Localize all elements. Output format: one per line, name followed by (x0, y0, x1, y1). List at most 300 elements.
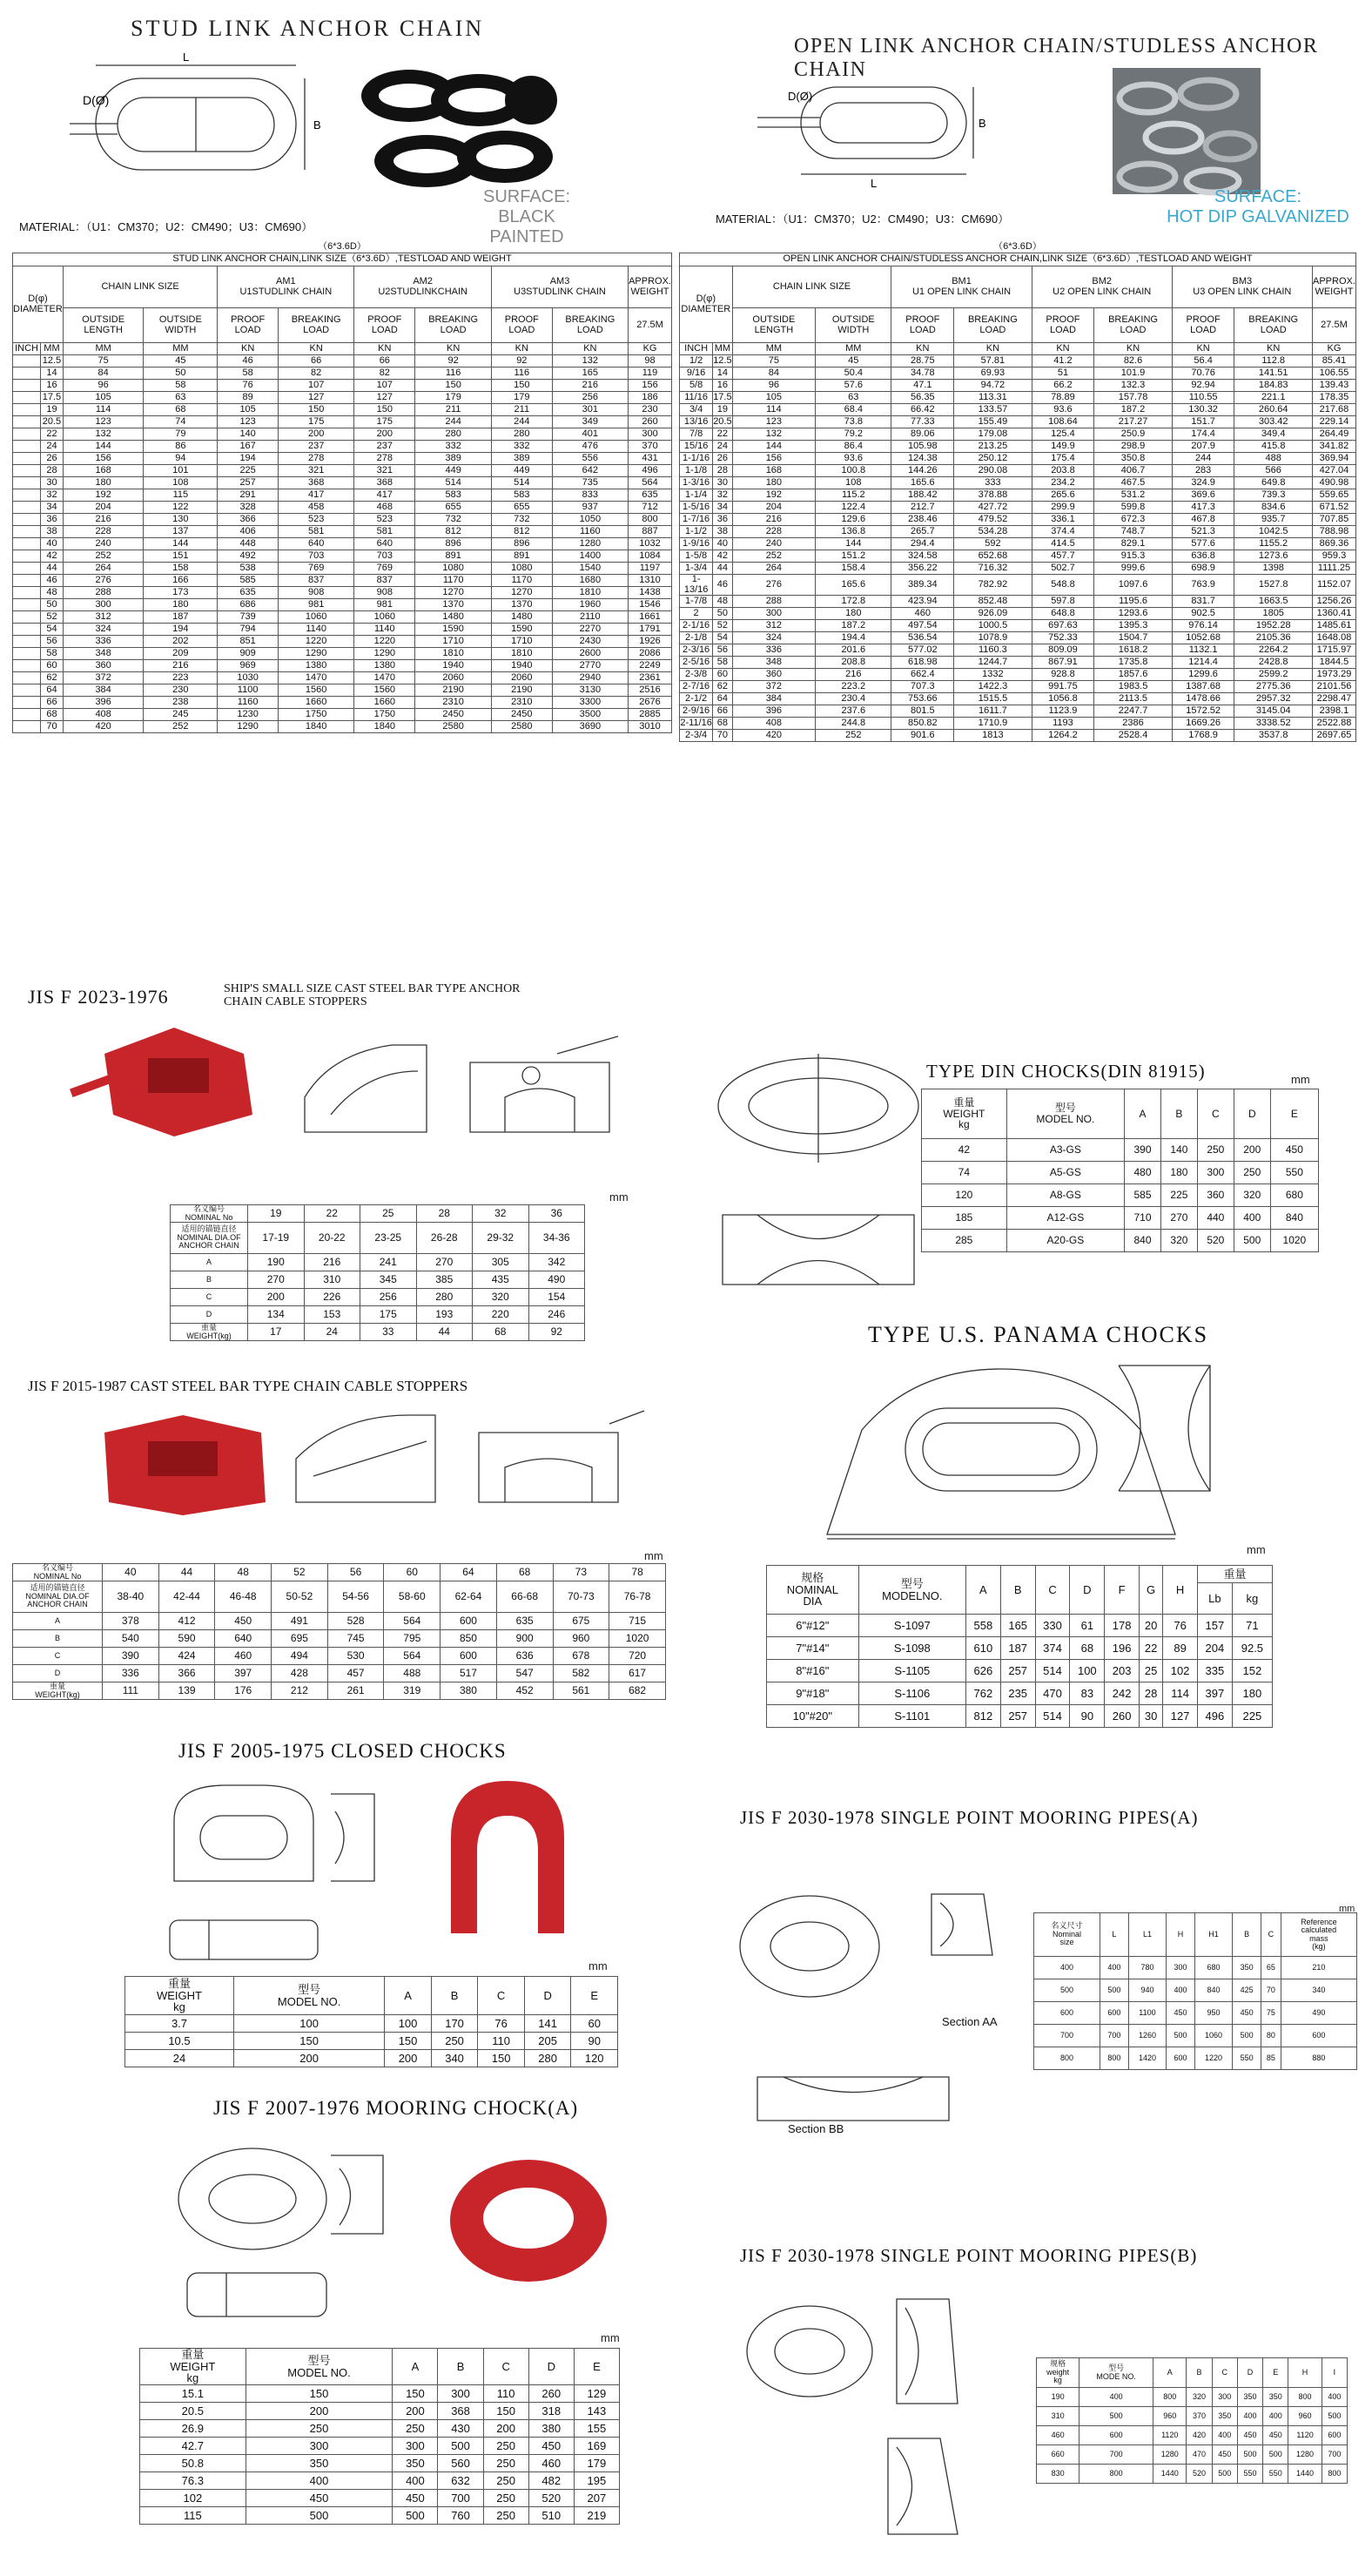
table-cell: 144 (63, 441, 144, 453)
table-cell: 132 (732, 428, 816, 441)
table-cell: 12.5 (41, 355, 64, 368)
jis2015-table (12, 1563, 666, 1700)
table-cell: 850 (441, 1630, 497, 1648)
closed-mm: mm (588, 1959, 608, 1972)
table-cell: 127 (354, 392, 415, 404)
table-cell: 1844.5 (1312, 657, 1355, 669)
table-cell: 417 (278, 489, 353, 502)
table-cell: 238 (144, 697, 218, 709)
open-subhead-cell: PROOF LOAD (1172, 308, 1234, 343)
table-cell: 488 (384, 1665, 441, 1682)
table-cell: 178 (1105, 1615, 1140, 1637)
table-cell: 909 (218, 648, 279, 660)
table-cell: 213.25 (954, 441, 1032, 453)
table-cell: 150 (233, 2033, 384, 2050)
table-cell: 3338.52 (1234, 718, 1312, 730)
table-cell: 1160 (552, 526, 628, 538)
table-cell: 500 (1079, 2407, 1153, 2426)
table-cell: 172.8 (816, 596, 891, 608)
table-cell: 1560 (354, 684, 415, 697)
table-cell: 1400 (552, 550, 628, 563)
table-cell: 1715.97 (1312, 644, 1355, 657)
table-cell: 2086 (629, 648, 672, 660)
table-cell: 57.6 (816, 380, 891, 392)
panama-header-cell: H (1163, 1566, 1198, 1615)
open-link-diagram (749, 70, 986, 192)
table-row (1034, 2025, 1357, 2047)
open-subhead-cell: OUTSIDE LENGTH (732, 308, 816, 343)
table-cell: 1140 (278, 624, 353, 636)
table-cell: 1380 (354, 660, 415, 672)
table-row (13, 380, 672, 392)
table-cell: 250 (483, 2490, 528, 2507)
table-cell: 488 (1234, 453, 1312, 465)
table-cell: 64 (41, 684, 64, 697)
table-cell: 310 (1037, 2407, 1079, 2426)
table-cell: 211 (415, 404, 492, 416)
table-cell: 8"#16" (767, 1660, 859, 1682)
table-cell: 891 (415, 550, 492, 563)
table-row (13, 1682, 666, 1700)
table-cell: 1293.6 (1094, 608, 1172, 620)
table-cell: 2-1/16 (680, 620, 713, 632)
table-cell: 175.4 (1032, 453, 1094, 465)
table-cell: 156 (63, 453, 144, 465)
table-cell: 712 (629, 502, 672, 514)
open-head-bm3: BM3 U3 OPEN LINK CHAIN (1172, 266, 1312, 308)
table-cell: 133.57 (954, 404, 1032, 416)
table-cell: 1504.7 (1094, 632, 1172, 644)
din-header-cell: 重量 WEIGHT kg (922, 1089, 1007, 1139)
table-cell: 887 (629, 526, 672, 538)
table-cell: 321 (278, 465, 353, 477)
table-cell: 720 (609, 1648, 666, 1665)
table-cell: 640 (215, 1630, 272, 1648)
table-cell: 73 (553, 1564, 609, 1581)
table-row (767, 1660, 1273, 1682)
table-cell: 753.66 (891, 693, 954, 705)
table-cell: 75 (732, 355, 816, 368)
svg-text:B: B (313, 118, 321, 131)
table-cell: 256 (552, 392, 628, 404)
table-cell: 137 (144, 526, 218, 538)
table-cell: 80 (1261, 2025, 1281, 2047)
table-cell (13, 587, 41, 599)
table-cell: 12.5 (713, 354, 732, 366)
table-cell: 378.88 (954, 489, 1032, 502)
table-row (171, 1271, 585, 1289)
table-row (680, 465, 1356, 477)
table-cell: 40 (713, 538, 732, 550)
table-cell: 2398.1 (1312, 705, 1355, 718)
table-cell: 350 (1233, 1957, 1261, 1979)
open-head-link: CHAIN LINK SIZE (732, 266, 891, 308)
panama-header-cell: 规格 NOMINAL DIA (767, 1566, 859, 1615)
table-cell: 42 (922, 1139, 1007, 1162)
table-cell: 207.9 (1172, 441, 1234, 453)
stud-caption: STUD LINK ANCHOR CHAIN,LINK SIZE（6*3.6D）,TESTLOAD AND WEIGHT (13, 253, 672, 266)
table-cell: 305 (473, 1254, 529, 1271)
table-cell: 250.9 (1094, 428, 1172, 441)
table-cell: 3690 (552, 721, 628, 733)
table-cell (13, 697, 41, 709)
table-cell: A8-GS (1006, 1184, 1124, 1207)
table-cell: 260 (629, 416, 672, 428)
jis2023-row-label: 名义编号 NOMINAL No (171, 1205, 248, 1223)
table-cell: 350 (1212, 2407, 1237, 2426)
table-cell: 680 (1270, 1184, 1318, 1207)
table-cell: 20-22 (304, 1223, 360, 1254)
jis2015-row-label: D (13, 1665, 103, 1682)
table-cell: 1273.6 (1234, 550, 1312, 563)
table-row (13, 721, 672, 733)
table-cell: 349.4 (1234, 428, 1312, 441)
table-cell: 368 (438, 2403, 483, 2420)
table-cell: 2190 (415, 684, 492, 697)
closed-chock-drawing (157, 1777, 383, 1977)
table-cell (13, 477, 41, 489)
table-cell: 144 (144, 538, 218, 550)
table-cell: 2676 (629, 697, 672, 709)
table-cell: 1857.6 (1094, 669, 1172, 681)
table-cell: 209 (144, 648, 218, 660)
table-cell: 1060 (278, 611, 353, 624)
table-cell: 2450 (491, 709, 552, 721)
stud-head-diameter: D(φ) DIAMETER (13, 266, 64, 343)
table-cell: 635 (496, 1613, 553, 1630)
table-row (140, 2385, 620, 2403)
open-units-row (680, 343, 1356, 355)
table-cell: 108.64 (1032, 416, 1094, 428)
table-cell: 210 (1281, 1957, 1356, 1979)
table-cell: 635 (218, 587, 279, 599)
table-row (680, 608, 1356, 620)
table-cell: 201.6 (816, 644, 891, 657)
table-cell: 400 (245, 2472, 393, 2490)
open-surface-label: SURFACE: (1214, 187, 1302, 206)
table-cell: 324.58 (891, 550, 954, 563)
table-cell: 1-7/8 (680, 596, 713, 608)
table-cell: 38-40 (103, 1581, 159, 1613)
table-cell: 2386 (1094, 718, 1172, 730)
table-cell: 283 (1172, 465, 1234, 477)
table-cell: 581 (278, 526, 353, 538)
table-cell: 2190 (491, 684, 552, 697)
table-cell (13, 599, 41, 611)
table-row (767, 1637, 1273, 1660)
table-cell: 547 (496, 1665, 553, 1682)
table-cell: 700 (1034, 2025, 1100, 2047)
table-cell: 1710.9 (954, 718, 1032, 730)
table-cell: 76-78 (609, 1581, 666, 1613)
smpA-table (1033, 1912, 1357, 2070)
open-unit-cell: KN (891, 343, 954, 355)
table-cell: 261 (327, 1682, 384, 1700)
table-cell: 158.4 (816, 563, 891, 575)
table-cell: 490.98 (1312, 477, 1355, 489)
table-cell: 700 (438, 2490, 483, 2507)
smpA-header-cell: Reference calculated mass (kg) (1281, 1913, 1356, 1957)
table-cell: 1590 (491, 624, 552, 636)
table-cell: 194 (144, 624, 218, 636)
jis2015-row-label: 名义编号 NOMINAL No (13, 1564, 103, 1581)
smpB-header-cell: 规格 weight kg (1037, 2358, 1079, 2388)
table-cell: 56.4 (1172, 355, 1234, 368)
table-cell: 66 (41, 697, 64, 709)
black-chain-photo (357, 61, 557, 192)
table-cell: 449 (415, 465, 492, 477)
table-cell: 937 (552, 502, 628, 514)
table-row (13, 1581, 666, 1613)
table-cell: 908 (278, 587, 353, 599)
table-cell: 1540 (552, 563, 628, 575)
table-cell: 1120 (1153, 2426, 1187, 2445)
table-cell: 319 (384, 1682, 441, 1700)
table-cell: 68 (1070, 1637, 1105, 1660)
table-cell: 44 (416, 1324, 473, 1341)
table-cell: 58 (713, 657, 732, 669)
table-cell: 265.7 (891, 526, 954, 538)
table-cell: 716.32 (954, 563, 1032, 575)
table-cell: 205 (524, 2033, 571, 2050)
table-cell: 550 (1270, 1162, 1318, 1184)
table-cell: 10.5 (125, 2033, 234, 2050)
table-cell: 769 (278, 563, 353, 575)
table-cell: 84 (63, 368, 144, 380)
table-cell: 107 (278, 380, 353, 392)
mooringA-mm: mm (601, 2331, 620, 2344)
table-cell: 89.06 (891, 428, 954, 441)
table-cell: 46 (713, 575, 732, 596)
table-cell: 389 (491, 453, 552, 465)
table-cell: 127 (278, 392, 353, 404)
table-cell: 800 (1288, 2388, 1322, 2407)
table-row (13, 453, 672, 465)
table-cell: 123 (63, 416, 144, 428)
table-cell: 523 (278, 514, 353, 526)
table-cell: 514 (491, 477, 552, 489)
table-cell: 132 (63, 428, 144, 441)
jis2023-drawing (296, 1028, 627, 1158)
table-cell: 70.76 (1172, 368, 1234, 380)
table-cell: 79.2 (816, 428, 891, 441)
table-cell: 840 (1270, 1207, 1318, 1230)
table-cell: 250 (483, 2438, 528, 2455)
panama-header-cell: G (1140, 1566, 1163, 1615)
table-cell: 450 (1167, 2002, 1195, 2025)
table-cell: 700 (1322, 2445, 1347, 2465)
table-cell: 585 (1125, 1184, 1161, 1207)
closed-chock-photo (442, 1777, 573, 1938)
table-cell: 732 (491, 514, 552, 526)
table-cell: 113.31 (954, 392, 1032, 404)
open-chain-table (679, 242, 1356, 742)
table-cell: 600 (1079, 2426, 1153, 2445)
mooringA-header-cell: A (393, 2349, 438, 2385)
table-cell: 6"#12" (767, 1615, 859, 1637)
table-cell: 108 (816, 477, 891, 489)
table-cell: 184.83 (1234, 380, 1312, 392)
closed-header-row (125, 1977, 618, 2015)
table-cell: 20.5 (41, 416, 64, 428)
table-cell: 981 (278, 599, 353, 611)
table-cell: 521.3 (1172, 526, 1234, 538)
table-cell: 1042.5 (1234, 526, 1312, 538)
stud-unit-cell: MM (63, 343, 144, 355)
table-cell: 424 (158, 1648, 215, 1665)
table-cell: 1195.6 (1094, 596, 1172, 608)
table-cell: 230 (629, 404, 672, 416)
table-cell: 640 (354, 538, 415, 550)
open-subhead-cell: PROOF LOAD (1032, 308, 1094, 343)
table-row (140, 2490, 620, 2507)
svg-text:D(Ø): D(Ø) (83, 93, 110, 107)
table-cell: 502.7 (1032, 563, 1094, 575)
svg-text:B: B (979, 117, 986, 130)
table-cell: 300 (629, 428, 672, 441)
stud-subhead-cell: BREAKING LOAD (415, 308, 492, 343)
table-cell: 1-5/8 (680, 550, 713, 563)
table-cell: 216 (63, 514, 144, 526)
table-row (125, 2033, 618, 2050)
table-cell: 200 (245, 2403, 393, 2420)
table-cell: 1370 (491, 599, 552, 611)
table-cell: 490 (1281, 2002, 1356, 2025)
table-cell: 1050 (552, 514, 628, 526)
table-cell: 17.5 (41, 392, 64, 404)
smpB-title: JIS F 2030-1978 SINGLE POINT MOORING PIPES(B) (740, 2245, 1198, 2266)
table-cell: 1478.66 (1172, 693, 1234, 705)
table-cell: 497.54 (891, 620, 954, 632)
table-row (13, 563, 672, 575)
jis2015-row-label: 适用的锚链直径 NOMINAL DIA.OF ANCHOR CHAIN (13, 1581, 103, 1613)
table-row (680, 526, 1356, 538)
table-cell: 92.94 (1172, 380, 1234, 392)
table-cell: 800 (1079, 2465, 1153, 2484)
table-cell: 440 (1197, 1207, 1234, 1230)
table-cell: 417 (354, 489, 415, 502)
table-cell: 2450 (415, 709, 492, 721)
table-row (171, 1223, 585, 1254)
table-cell: 132.3 (1094, 380, 1172, 392)
table-cell (13, 575, 41, 587)
table-cell: 151.2 (816, 550, 891, 563)
table-cell: 173 (144, 587, 218, 599)
table-row (13, 368, 672, 380)
table-cell: 54 (41, 624, 64, 636)
table-cell: 320 (1160, 1230, 1197, 1252)
table-cell: 360 (63, 660, 144, 672)
table-cell: 310 (304, 1271, 360, 1289)
table-cell: 3300 (552, 697, 628, 709)
table-cell: 170 (431, 2015, 478, 2033)
table-cell: 76 (218, 380, 279, 392)
table-cell: 600 (441, 1613, 497, 1630)
open-subhead-row (680, 308, 1356, 343)
jis2015-row-label: A (13, 1613, 103, 1630)
mooringA-drawing (174, 2147, 409, 2321)
table-row (1037, 2388, 1348, 2407)
table-row (680, 514, 1356, 526)
table-cell: 180 (63, 477, 144, 489)
table-row (13, 355, 672, 368)
table-cell: S-1097 (858, 1615, 965, 1637)
table-cell: 1810 (491, 648, 552, 660)
mooringA-header-cell: D (528, 2349, 574, 2385)
table-cell: 196 (1105, 1637, 1140, 1660)
table-cell: 496 (1197, 1705, 1232, 1728)
table-cell: 75 (63, 355, 144, 368)
table-cell: 384 (732, 693, 816, 705)
table-cell: 200 (233, 2050, 384, 2067)
table-cell: 288 (732, 596, 816, 608)
table-cell: 2-3/16 (680, 644, 713, 657)
table-cell: 200 (248, 1289, 305, 1306)
table-cell: 165 (1000, 1615, 1035, 1637)
open-chain-title: OPEN LINK ANCHOR CHAIN/STUDLESS ANCHOR CHAIN (794, 35, 1319, 81)
table-cell: 61 (1070, 1615, 1105, 1637)
table-cell: 1-13/16 (680, 575, 713, 596)
table-cell: 400 (1322, 2388, 1347, 2407)
table-cell: 114 (63, 404, 144, 416)
table-cell: 3130 (552, 684, 628, 697)
table-cell: 600 (1281, 2025, 1356, 2047)
table-cell: 2101.56 (1312, 681, 1355, 693)
table-cell: 5/8 (680, 380, 713, 392)
table-cell: 550 (1237, 2465, 1262, 2484)
table-cell: 330 (1035, 1615, 1070, 1637)
table-cell: 450 (1270, 1139, 1318, 1162)
table-cell: 20 (1140, 1615, 1163, 1637)
closed-header-cell: E (571, 1977, 618, 2015)
table-cell: 417.3 (1172, 502, 1234, 514)
smpB-header-cell: I (1322, 2358, 1347, 2388)
table-cell: 252 (63, 550, 144, 563)
open-head-diameter: D(φ) DIAMETER (680, 266, 733, 343)
table-cell: 1100 (1128, 2002, 1166, 2025)
table-cell: 237 (278, 441, 353, 453)
table-cell: 207 (574, 2490, 619, 2507)
table-cell: 850.82 (891, 718, 954, 730)
panama-header-cell: B (1000, 1566, 1035, 1615)
table-cell: 134 (248, 1306, 305, 1324)
table-cell: 101.9 (1094, 368, 1172, 380)
table-cell: 200 (393, 2403, 438, 2420)
table-cell: 1140 (354, 624, 415, 636)
table-row (13, 709, 672, 721)
table-cell: 494 (272, 1648, 328, 1665)
table-cell: 396 (732, 705, 816, 718)
table-cell: 175 (354, 416, 415, 428)
panama-chock-drawing (810, 1360, 1227, 1548)
table-cell: 1299.6 (1172, 669, 1234, 681)
table-row (680, 596, 1356, 608)
table-cell: 556 (552, 453, 628, 465)
table-cell: 44 (41, 563, 64, 575)
table-cell: 550 (1263, 2465, 1288, 2484)
table-cell: 46 (41, 575, 64, 587)
table-cell (13, 428, 41, 441)
table-cell: 1560 (278, 684, 353, 697)
table-cell: S-1098 (858, 1637, 965, 1660)
table-cell: 280 (524, 2050, 571, 2067)
table-cell: 86.4 (816, 441, 891, 453)
table-cell: S-1105 (858, 1660, 965, 1682)
table-cell: 270 (248, 1271, 305, 1289)
din-header-cell: B (1160, 1089, 1197, 1139)
table-cell: 406 (218, 526, 279, 538)
table-cell: 25 (360, 1205, 417, 1223)
